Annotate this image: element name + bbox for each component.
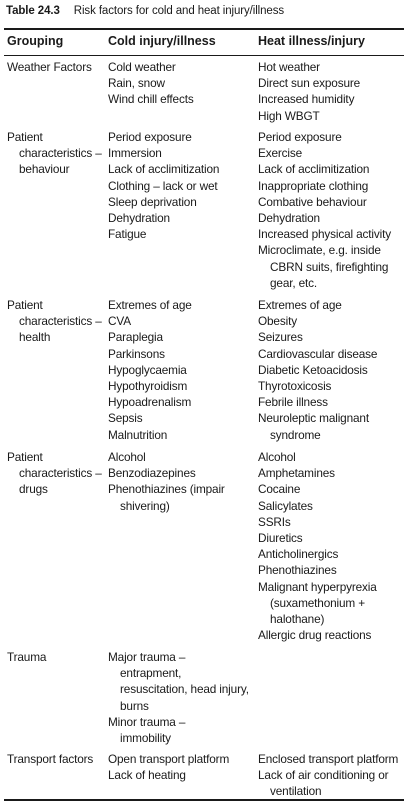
heat-item: Exercise <box>258 146 303 161</box>
heat-item: Alcohol <box>258 450 296 464</box>
cold-item: Minor trauma – <box>108 714 186 729</box>
heat-item: Enclosed transport platform <box>258 752 399 766</box>
top-rule <box>4 28 404 30</box>
heat-item: Thyrotoxicosis <box>258 379 332 394</box>
grouping-line: characteristics – <box>19 146 102 161</box>
cold-item: Benzodiazepines <box>108 466 196 481</box>
heat-item: Diuretics <box>258 531 303 546</box>
heat-cell <box>258 297 404 443</box>
heat-item: Lack of air conditioning or <box>258 768 389 783</box>
heat-item: Hot weather <box>258 60 320 74</box>
cold-item: Lack of heating <box>108 768 186 783</box>
cold-item: Fatigue <box>108 227 147 242</box>
grouping-line: Patient <box>7 130 43 144</box>
grouping-line: drugs <box>19 482 48 497</box>
header-cold: Cold injury/illness <box>108 34 216 48</box>
table-caption <box>6 5 402 17</box>
cold-item: Period exposure <box>108 130 192 144</box>
cold-item: Phenothiazines (impair <box>108 482 225 497</box>
grouping-cell <box>7 297 105 346</box>
cold-cell <box>108 297 256 443</box>
cold-item: Cold weather <box>108 60 176 74</box>
cold-item: Alcohol <box>108 450 146 464</box>
cold-cell <box>108 129 256 242</box>
heat-cell <box>258 129 404 291</box>
grouping-cell <box>7 59 105 75</box>
heat-item: SSRIs <box>258 514 291 529</box>
heat-item: Microclimate, e.g. inside <box>258 243 381 258</box>
table-number: Table 24.3 <box>6 5 60 17</box>
cold-item: Hypoglycaemia <box>108 362 187 377</box>
heat-item: Malignant hyperpyrexia <box>258 579 377 594</box>
heat-item: Increased humidity <box>258 92 355 107</box>
cold-item: Extremes of age <box>108 298 192 312</box>
heat-cell <box>258 751 404 800</box>
cold-item: shivering) <box>120 498 170 513</box>
cold-item: Hypothyroidism <box>108 379 188 394</box>
heat-item: Diabetic Ketoacidosis <box>258 362 368 377</box>
heat-item: Extremes of age <box>258 298 342 312</box>
cold-item: entrapment, <box>120 666 182 681</box>
header-heat: Heat illness/injury <box>258 34 365 48</box>
heat-cell <box>258 449 404 643</box>
heat-item: Anticholinergics <box>258 547 339 562</box>
grouping-line: Patient <box>7 298 43 312</box>
cold-item: resuscitation, head injury, <box>120 682 249 697</box>
grouping-line: Trauma <box>7 650 47 664</box>
header-rule <box>4 55 404 56</box>
heat-item: Lack of acclimitization <box>258 162 370 177</box>
grouping-cell <box>7 449 105 498</box>
grouping-line: Transport factors <box>7 752 94 766</box>
cold-item: burns <box>120 698 149 713</box>
heat-item: syndrome <box>270 427 321 442</box>
cold-item: Lack of acclimitization <box>108 162 220 177</box>
cold-item: Major trauma – <box>108 650 186 664</box>
cold-item: Sepsis <box>108 411 143 426</box>
cold-item: Malnutrition <box>108 427 168 442</box>
heat-item: Period exposure <box>258 130 342 144</box>
grouping-cell <box>7 649 105 665</box>
cold-item: Wind chill effects <box>108 92 194 107</box>
heat-item: CBRN suits, firefighting <box>270 259 389 274</box>
heat-item: Combative behaviour <box>258 194 367 209</box>
bottom-rule <box>4 799 404 801</box>
cold-item: Clothing – lack or wet <box>108 178 218 193</box>
heat-item: Increased physical activity <box>258 227 391 242</box>
heat-item: Amphetamines <box>258 466 335 481</box>
heat-item: Cocaine <box>258 482 301 497</box>
grouping-line: characteristics – <box>19 314 102 329</box>
cold-item: Rain, snow <box>108 76 165 91</box>
cold-item: Sleep deprivation <box>108 194 197 209</box>
grouping-line: behaviour <box>19 162 70 177</box>
heat-item: ventilation <box>270 784 322 799</box>
heat-item: gear, etc. <box>270 275 318 290</box>
cold-item: Open transport platform <box>108 752 230 766</box>
cold-cell <box>108 449 256 514</box>
heat-item: Dehydration <box>258 211 320 226</box>
cold-item: CVA <box>108 314 131 329</box>
heat-item: Seizures <box>258 330 303 345</box>
cold-item: Parkinsons <box>108 346 165 361</box>
cold-item: Hypoadrenalism <box>108 395 192 410</box>
cold-item: Dehydration <box>108 211 170 226</box>
heat-item: halothane) <box>270 612 325 627</box>
cold-item: immobility <box>120 731 171 746</box>
heat-item: Cardiovascular disease <box>258 346 378 361</box>
heat-item: Obesity <box>258 314 297 329</box>
cold-cell <box>108 59 256 108</box>
heat-item: Inappropriate clothing <box>258 178 369 193</box>
heat-item: (suxamethonium + <box>270 595 365 610</box>
heat-item: Phenothiazines <box>258 563 337 578</box>
grouping-line: health <box>19 330 51 345</box>
cold-item: Paraplegia <box>108 330 163 345</box>
heat-item: Salicylates <box>258 498 313 513</box>
heat-item: Febrile illness <box>258 395 328 410</box>
cold-cell <box>108 751 256 783</box>
grouping-cell <box>7 129 105 178</box>
heat-item: Allergic drug reactions <box>258 628 372 643</box>
cold-cell <box>108 649 256 746</box>
header-grouping: Grouping <box>7 34 64 48</box>
table-title: Risk factors for cold and heat injury/illness <box>73 5 285 17</box>
heat-cell <box>258 59 404 124</box>
heat-item: Neuroleptic malignant <box>258 411 369 426</box>
heat-item: Direct sun exposure <box>258 76 361 91</box>
heat-item: High WBGT <box>258 108 320 123</box>
grouping-line: Patient <box>7 450 43 464</box>
grouping-line: characteristics – <box>19 466 102 481</box>
grouping-line: Weather Factors <box>7 60 92 74</box>
grouping-cell <box>7 751 105 767</box>
cold-item: Immersion <box>108 146 162 161</box>
